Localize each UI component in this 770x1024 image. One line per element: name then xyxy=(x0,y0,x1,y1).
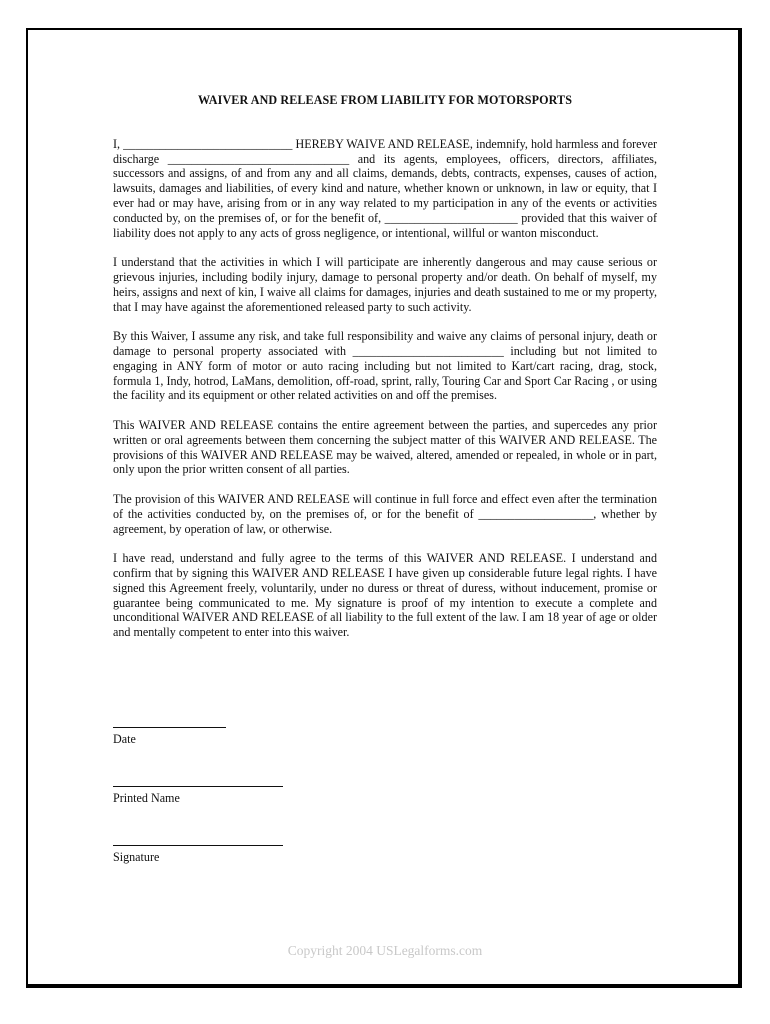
paragraph-assumption-of-risk: By this Waiver, I assume any risk, and take full responsibility and waive any claims of personal injury, death or damage to personal property associated with _________________________ including but not limited to engaging in ANY form of motor or auto racing including but not limited to Kart/cart racing, drag, stock, formula 1, Indy, hotrod, LaMans, demolition, off-road, sprint, rally, Touring Car and Sport Car Racing , or using the facility and its equipment or other related activities on and off the premises. xyxy=(113,329,657,403)
date-label: Date xyxy=(113,732,136,746)
paragraph-entire-agreement: This WAIVER AND RELEASE contains the entire agreement between the parties, and supercedes any prior written or oral agreements between them concerning the subject matter of this WAIVER AND RELEASE. The provisions of this WAIVER AND RELEASE may be waived, altered, amended or repealed, in whole or in part, only upon the prior written consent of all parties. xyxy=(113,417,657,477)
paragraph-acknowledgement: I have read, understand and fully agree to the terms of this WAIVER AND RELEASE. I understand and confirm that by signing this WAIVER AND RELEASE I have given up considerable future legal rights. I have signed this Agreement freely, voluntarily, under no duress or threat of duress, without inducement, promise or guarantee being communicated to me. My signature is proof of my intention to execute a complete and unconditional WAIVER AND RELEASE of all liability to the full extent of the law. I am 18 year of age or older and mentally competent to enter into this waiver. xyxy=(113,551,657,640)
signature-label: Signature xyxy=(113,850,160,864)
document-title: WAIVER AND RELEASE FROM LIABILITY FOR MOTORSPORTS xyxy=(197,93,573,107)
paragraph-risks: I understand that the activities in which I will participate are inherently dangerous and may cause serious or grievous injuries, including bodily injury, damage to personal property and/or death. On behalf of myself, my heirs, assigns and next of kin, I waive all claims for damages, injuries and death sustained to me or my property, that I may have against the aforementioned released party to such activity. xyxy=(113,255,657,314)
copyright-footer: Copyright 2004 USLegalforms.com xyxy=(287,943,483,958)
printed-name-line[interactable] xyxy=(113,786,283,787)
document-body xyxy=(113,93,657,655)
signature-field[interactable] xyxy=(113,836,283,865)
date-line[interactable] xyxy=(113,727,226,728)
date-field[interactable] xyxy=(113,718,226,747)
paragraph-survival: The provision of this WAIVER AND RELEASE will continue in full force and effect even after the termination of the activities conducted by, on the premises of, or for the benefit of ___________________, whether by agreement, by operation of law, or otherwise. xyxy=(113,491,657,536)
signature-line[interactable] xyxy=(113,845,283,846)
printed-name-label: Printed Name xyxy=(113,791,180,805)
printed-name-field[interactable] xyxy=(113,777,283,806)
paragraph-release: I, ____________________________ HEREBY WAIVE AND RELEASE, indemnify, hold harmless and forever discharge ______________________________ and its agents, employees, officers, directors, affiliates, successors and assigns, of and from any and all claims, demands, debts, contracts, expenses, causes of action, lawsuits, damages and liabilities, of every kind and nature, whether known or unknown, in law or equity, that I ever had or may have, arising from or in any way related to my participation in any of the events or activities conducted by, on the premises of, or for the benefit of, ______________________ provided that this waiver of liability does not apply to any acts of gross negligence, or intentional, willful or wanton misconduct. xyxy=(113,136,657,240)
